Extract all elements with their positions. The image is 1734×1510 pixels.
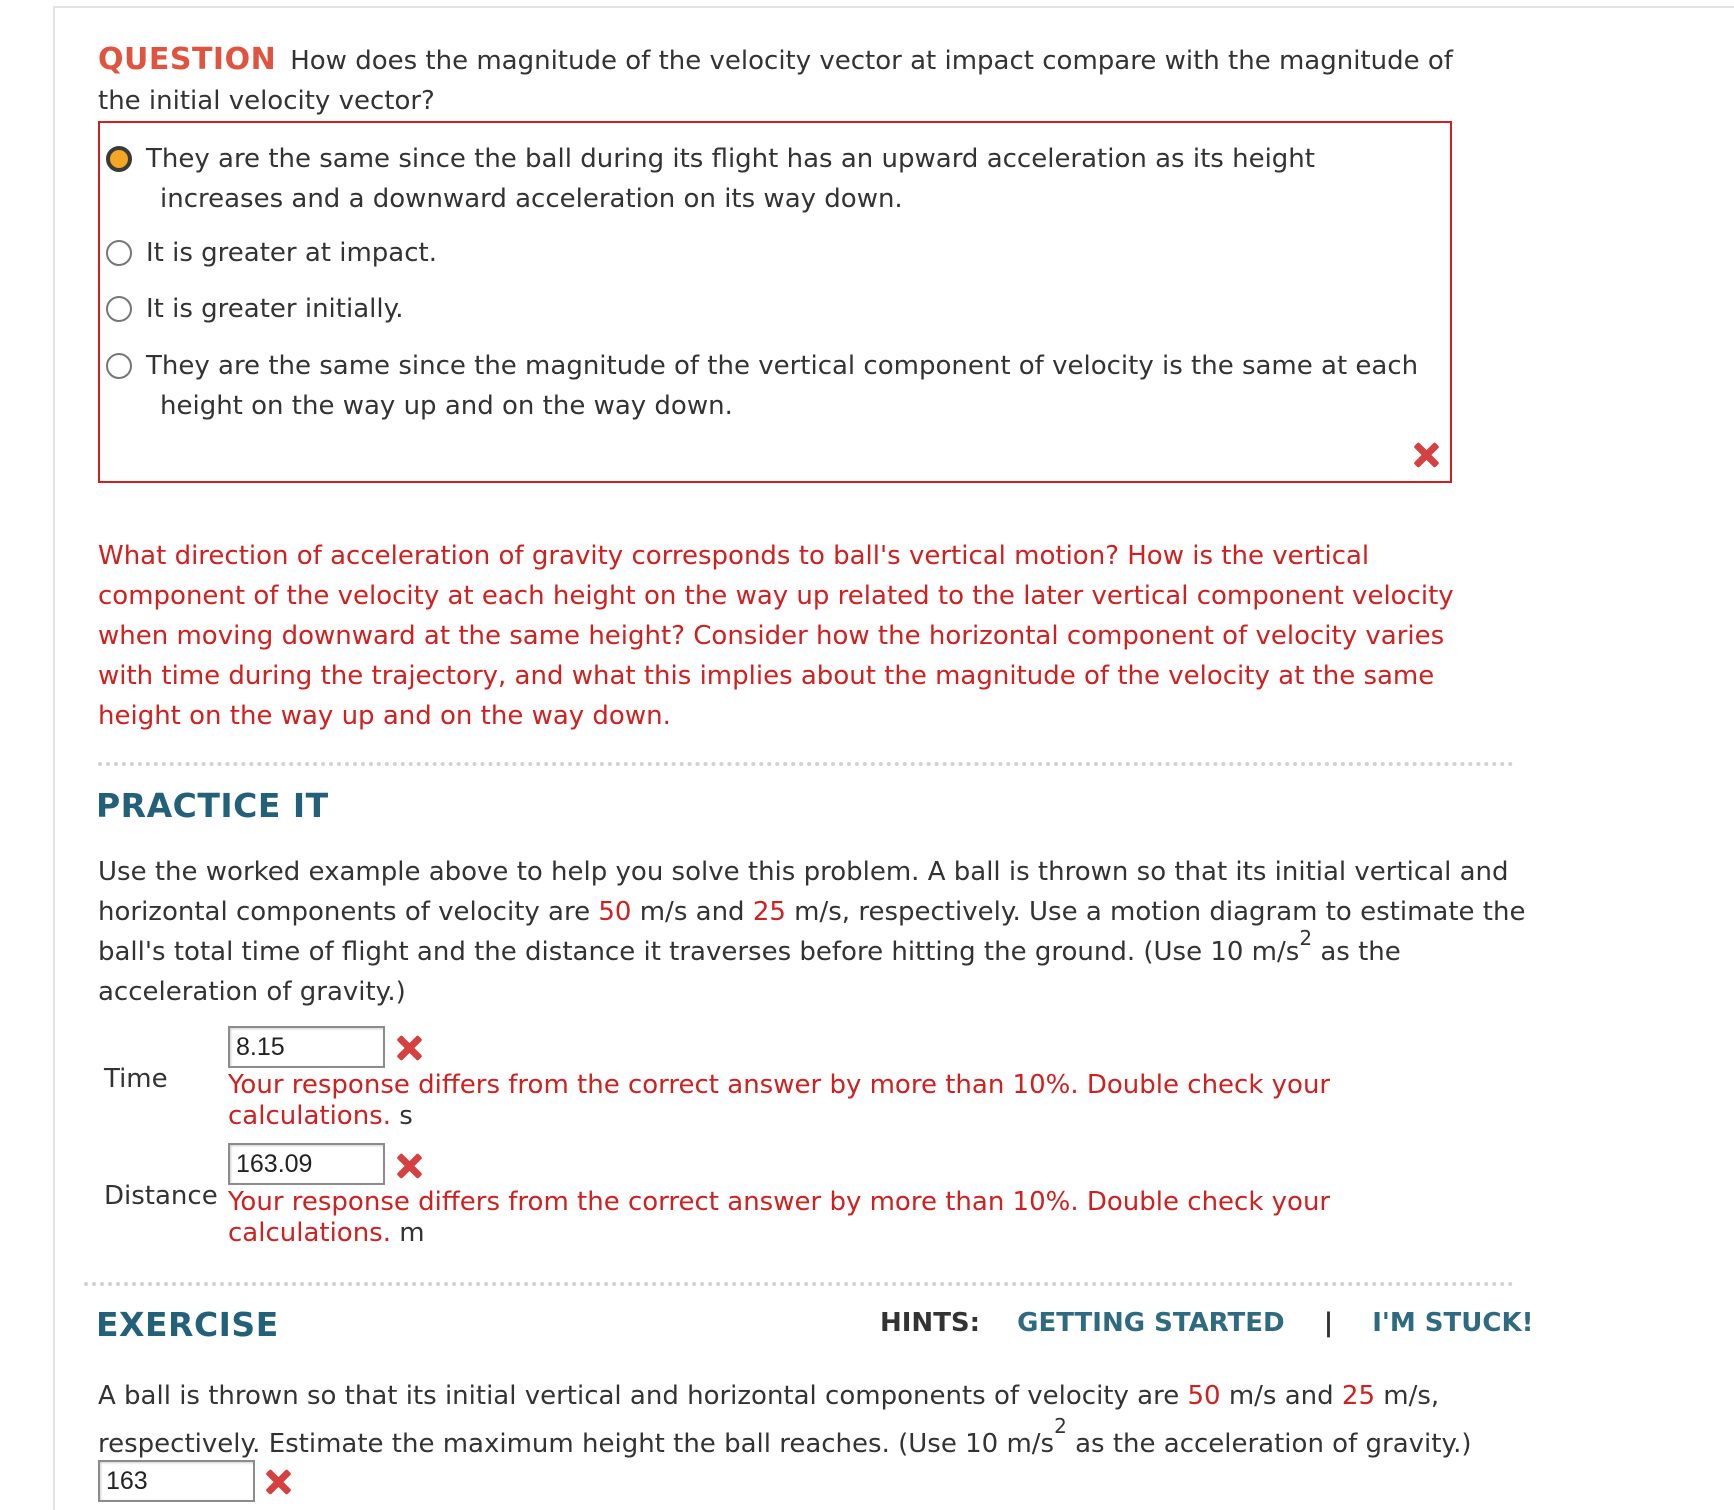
max-height-input[interactable] (98, 1460, 255, 1502)
time-unit: s (399, 1101, 413, 1131)
choice-label: It is greater initially. (146, 294, 404, 324)
choice-3[interactable] (106, 289, 1436, 329)
choice-label: They are the same since the ball during its flight has an upward acceleration as its height increases and a downward acceleration on its way down. (146, 144, 1315, 214)
radio-selected-icon[interactable] (106, 146, 132, 172)
x-incorrect-icon (1412, 441, 1440, 469)
x-incorrect-icon (264, 1468, 292, 1496)
getting-started-link[interactable]: GETTING STARTED (1017, 1308, 1285, 1338)
value-vertical: 50 (598, 897, 632, 927)
distance-label: Distance (104, 1181, 218, 1211)
distance-feedback: Your response differs from the correct answer by more than 10%. Double check your calculations. m (228, 1187, 1331, 1248)
hints-separator: | (1323, 1308, 1334, 1338)
choice-label: They are the same since the magnitude of the vertical component of velocity is the same at each height on the way up and on the way down. (146, 351, 1419, 421)
distance-unit: m (399, 1218, 425, 1248)
radio-icon[interactable] (106, 353, 132, 379)
exercise-text: A ball is thrown so that its initial vertical and horizontal components of velocity are 50 m/s and 25 m/s, respectively. Estimate the maximum height the ball reaches. (Use 10 $m/s^2$ as the acceleration of gravity.) (98, 1381, 1472, 1459)
radio-icon[interactable] (106, 296, 132, 322)
answer-choices (98, 121, 1452, 483)
practice-title: PRACTICE IT (96, 786, 329, 825)
practice-text: Use the worked example above to help you solve this problem. A ball is thrown so that its initial vertical and horizontal components of velocity are 50 m/s and 25 m/s, respectively. Use a motion diagram to estimate the ball's total time of flight and the distance it traverses before hitting the ground. (Use 10 $m/s^2$ as the acceleration of gravity.) (98, 857, 1526, 1007)
value-horizontal: 25 (1341, 1381, 1375, 1411)
hints-bar (880, 1308, 1533, 1338)
x-incorrect-icon (395, 1152, 423, 1180)
choice-label: It is greater at impact. (146, 238, 437, 268)
radio-icon[interactable] (106, 240, 132, 266)
question-hint: What direction of acceleration of gravity corresponds to ball's vertical motion? How is the vertical component of the velocity at each height on the way up related to the later vertical component velocity when moving downward at the same height? Consider how the horizontal component of velocity varies with time during the trajectory, and what this implies about the magnitude of the velocity at the same height on the way up and on the way down. (98, 541, 1454, 731)
distance-input[interactable] (228, 1143, 385, 1185)
choice-2[interactable] (106, 233, 1436, 273)
exercise-title: EXERCISE (96, 1305, 279, 1344)
im-stuck-link[interactable]: I'M STUCK! (1372, 1308, 1534, 1338)
left-border (53, 6, 55, 1510)
time-feedback: Your response differs from the correct answer by more than 10%. Double check your calculations. s (228, 1070, 1331, 1131)
value-horizontal: 25 (752, 897, 786, 927)
divider (84, 1282, 1514, 1286)
question-label: QUESTION (98, 42, 277, 77)
hints-label: HINTS: (880, 1308, 981, 1338)
choice-4[interactable] (106, 346, 1436, 426)
question-text: How does the magnitude of the velocity vector at impact compare with the magnitude of the initial velocity vector? (98, 46, 1453, 116)
x-incorrect-icon (395, 1034, 423, 1062)
divider (98, 762, 1514, 766)
choice-1[interactable] (106, 139, 1436, 219)
time-label: Time (104, 1064, 168, 1094)
value-vertical: 50 (1187, 1381, 1221, 1411)
top-border (53, 6, 1734, 8)
time-input[interactable] (228, 1026, 385, 1068)
question (98, 40, 1488, 121)
